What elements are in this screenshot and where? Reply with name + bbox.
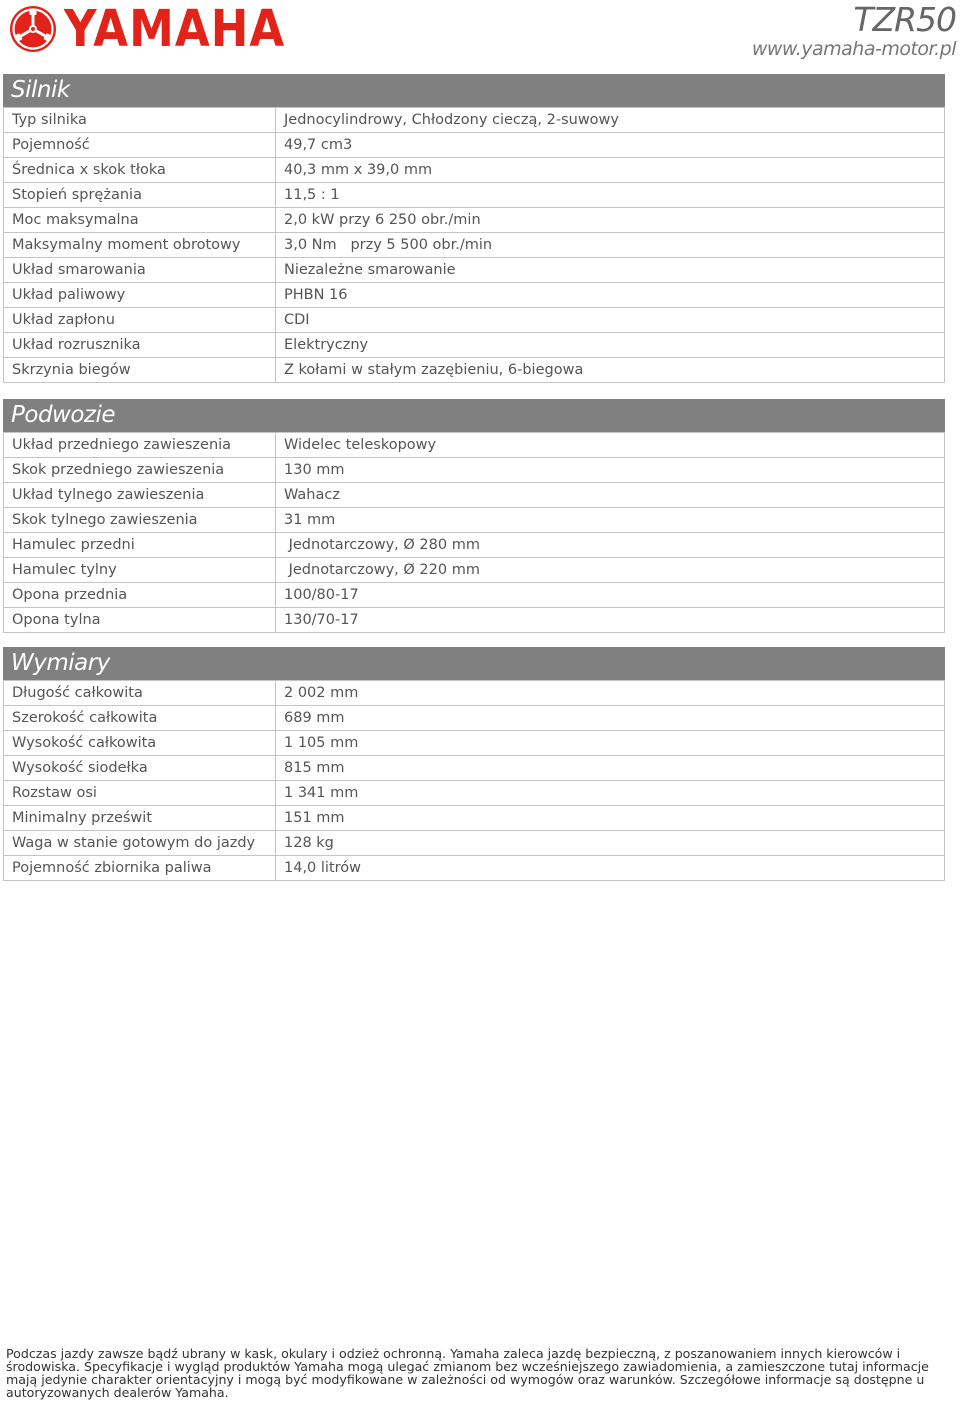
- spec-row: [4, 333, 945, 358]
- spec-value: 130 mm: [276, 458, 945, 483]
- spec-row: [4, 831, 945, 856]
- spec-row: [4, 856, 945, 881]
- spec-value: 31 mm: [276, 508, 945, 533]
- spec-row: [4, 583, 945, 608]
- spec-label: Moc maksymalna: [4, 208, 276, 233]
- spec-label: Skok przedniego zawieszenia: [4, 458, 276, 483]
- spec-row: [4, 358, 945, 383]
- spec-label: Układ paliwowy: [4, 283, 276, 308]
- brand-wordmark: YAMAHA: [64, 0, 286, 59]
- spec-table: [3, 432, 945, 633]
- model-name: TZR50: [853, 0, 956, 39]
- spec-value: 49,7 cm3: [276, 133, 945, 158]
- spec-value: 815 mm: [276, 756, 945, 781]
- spec-label: Typ silnika: [4, 108, 276, 133]
- spec-label: Pojemność: [4, 133, 276, 158]
- spec-label: Minimalny prześwit: [4, 806, 276, 831]
- spec-row: [4, 706, 945, 731]
- spec-label: Pojemność zbiornika paliwa: [4, 856, 276, 881]
- spec-value: Jednotarczowy, Ø 220 mm: [276, 558, 945, 583]
- spec-value: Z kołami w stałym zazębieniu, 6-biegowa: [276, 358, 945, 383]
- spec-row: [4, 731, 945, 756]
- spec-value: 1 105 mm: [276, 731, 945, 756]
- spec-label: Skrzynia biegów: [4, 358, 276, 383]
- spec-value: 130/70-17: [276, 608, 945, 633]
- section-engine: [3, 74, 945, 383]
- spec-value: 40,3 mm x 39,0 mm: [276, 158, 945, 183]
- section-title: Silnik: [3, 74, 945, 107]
- spec-row: [4, 183, 945, 208]
- spec-row: [4, 483, 945, 508]
- spec-label: Waga w stanie gotowym do jazdy: [4, 831, 276, 856]
- spec-row: [4, 756, 945, 781]
- section-title: Wymiary: [3, 647, 945, 680]
- spec-table: [3, 107, 945, 383]
- spec-row: [4, 608, 945, 633]
- spec-label: Układ smarowania: [4, 258, 276, 283]
- spec-label: Układ rozrusznika: [4, 333, 276, 358]
- spec-label: Stopień sprężania: [4, 183, 276, 208]
- spec-label: Opona tylna: [4, 608, 276, 633]
- spec-label: Długość całkowita: [4, 681, 276, 706]
- spec-value: 11,5 : 1: [276, 183, 945, 208]
- spec-label: Hamulec tylny: [4, 558, 276, 583]
- spec-label: Układ tylnego zawieszenia: [4, 483, 276, 508]
- spec-value: 151 mm: [276, 806, 945, 831]
- safety-disclaimer: Podczas jazdy zawsze bądź ubrany w kask, okulary i odzież ochronną. Yamaha zaleca jazdę bezpieczną, z poszanowaniem innych kierowców i środowiska. Specyfikacje i wygląd produktów Yamaha mogą ulegać zmianom bez wcześniejszego zawiadomienia, a zamieszczone tutaj informacje mają jedynie charakter orientacyjny i mogą być modyfikowane w zależności od wymogów oraz warunków. Szczegółowe informacje są dostępne u autoryzowanych dealerów Yamaha.: [6, 1346, 929, 1400]
- spec-label: Układ zapłonu: [4, 308, 276, 333]
- website-link[interactable]: www.yamaha-motor.pl: [751, 38, 956, 60]
- spec-label: Hamulec przedni: [4, 533, 276, 558]
- spec-row: [4, 433, 945, 458]
- spec-row: [4, 208, 945, 233]
- spec-value: 689 mm: [276, 706, 945, 731]
- spec-label: Szerokość całkowita: [4, 706, 276, 731]
- spec-row: [4, 283, 945, 308]
- spec-value: Widelec teleskopowy: [276, 433, 945, 458]
- spec-row: [4, 533, 945, 558]
- spec-label: Opona przednia: [4, 583, 276, 608]
- spec-row: [4, 781, 945, 806]
- spec-value: Jednocylindrowy, Chłodzony cieczą, 2-suwowy: [276, 108, 945, 133]
- tuning-fork-emblem-icon: [8, 4, 58, 54]
- spec-label: Średnica x skok tłoka: [4, 158, 276, 183]
- spec-row: [4, 681, 945, 706]
- spec-row: [4, 508, 945, 533]
- spec-value: 1 341 mm: [276, 781, 945, 806]
- section-chassis: [3, 399, 945, 633]
- spec-row: [4, 108, 945, 133]
- spec-row: [4, 806, 945, 831]
- spec-row: [4, 158, 945, 183]
- spec-value: CDI: [276, 308, 945, 333]
- section-title: Podwozie: [3, 399, 945, 432]
- spec-row: [4, 308, 945, 333]
- spec-label: Rozstaw osi: [4, 781, 276, 806]
- spec-label: Maksymalny moment obrotowy: [4, 233, 276, 258]
- section-dimensions: [3, 647, 945, 881]
- spec-row: [4, 133, 945, 158]
- spec-value: Jednotarczowy, Ø 280 mm: [276, 533, 945, 558]
- spec-label: Skok tylnego zawieszenia: [4, 508, 276, 533]
- spec-value: Wahacz: [276, 483, 945, 508]
- spec-value: PHBN 16: [276, 283, 945, 308]
- spec-row: [4, 258, 945, 283]
- spec-value: 100/80-17: [276, 583, 945, 608]
- spec-value: 128 kg: [276, 831, 945, 856]
- spec-label: Układ przedniego zawieszenia: [4, 433, 276, 458]
- yamaha-logo: [8, 0, 286, 59]
- spec-value: Niezależne smarowanie: [276, 258, 945, 283]
- spec-value: 2 002 mm: [276, 681, 945, 706]
- spec-label: Wysokość siodełka: [4, 756, 276, 781]
- spec-row: [4, 458, 945, 483]
- spec-value: 14,0 litrów: [276, 856, 945, 881]
- spec-value: 2,0 kW przy 6 250 obr./min: [276, 208, 945, 233]
- spec-table: [3, 680, 945, 881]
- spec-label: Wysokość całkowita: [4, 731, 276, 756]
- spec-row: [4, 233, 945, 258]
- spec-value: Elektryczny: [276, 333, 945, 358]
- spec-row: [4, 558, 945, 583]
- spec-value: 3,0 Nm przy 5 500 obr./min: [276, 233, 945, 258]
